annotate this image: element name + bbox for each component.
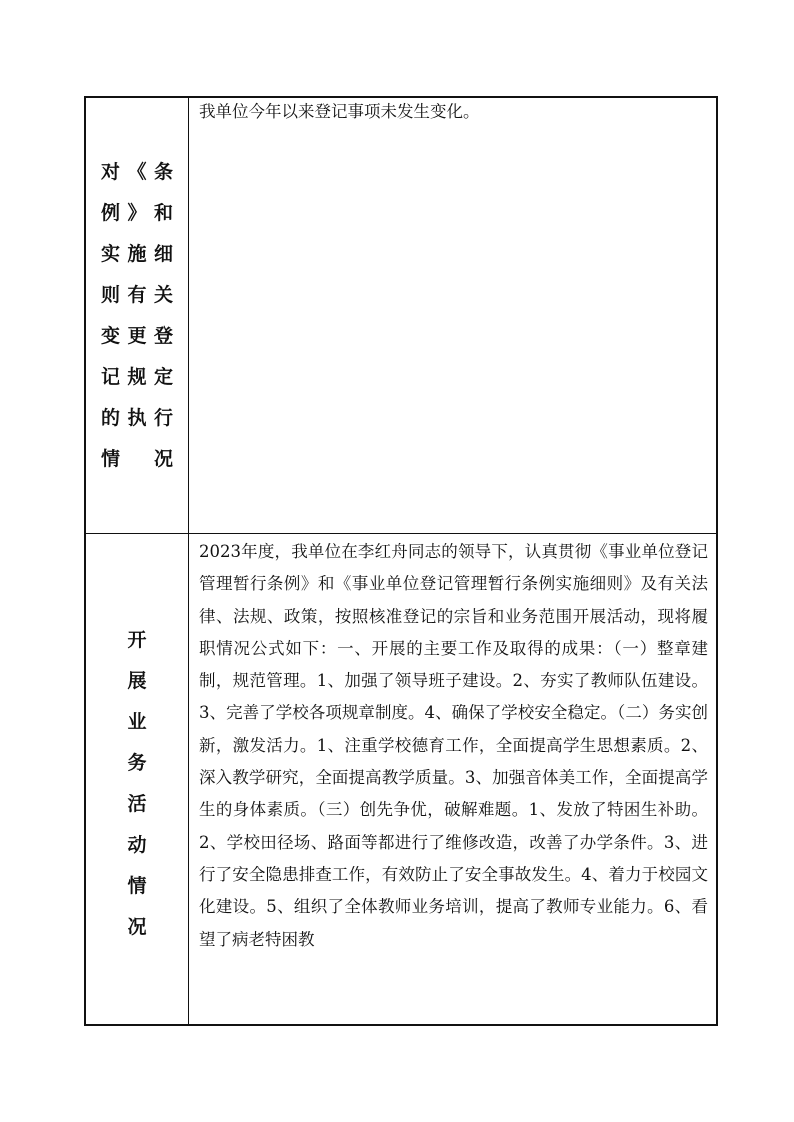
row-label-regulation-compliance [86,98,189,533]
label-line: 业 [127,711,147,733]
label-line: 情 [127,875,147,897]
report-form-table [84,96,718,1026]
label-line: 活 [127,793,147,815]
label-line: 例》和 [101,201,173,224]
label-line: 动 [127,834,147,856]
label-line: 实施细 [101,242,173,265]
label-line: 则有关 [101,283,173,306]
table-row-regulation-compliance [86,98,716,533]
label-line: 对《条 [101,160,173,183]
label-line: 展 [127,670,147,692]
label-line: 变更登 [101,324,173,347]
row-content-business-activities: 2023年度，我单位在李红舟同志的领导下，认真贯彻《事业单位登记管理暂行条例》和《事业单位登记管理暂行条例实施细则》及有关法律、法规、政策，按照核准登记的宗旨和业务范围开展活动，现将履职情况公式如下：一、开展的主要工作及取得的成果：（一）整章建制，规范管理。1、加强了领导班子建设。2、夯实了教师队伍建设。3、完善了学校各项规章制度。4、确保了学校安全稳定。（二）务实创新，激发活力。1、注重学校德育工作，全面提高学生思想素质。2、深入教学研究，全面提高教学质量。3、加强音体美工作，全面提高学生的身体素质。（三）创先争优，破解难题。1、发放了特困生补助。2、学校田径场、路面等都进行了维修改造，改善了办学条件。3、进行了安全隐患排查工作，有效防止了安全事故发生。4、着力于校园文化建设。5、组织了全体教师业务培训，提高了教师专业能力。6、看望了病老特困教 [199,542,708,949]
label-line: 务 [127,752,147,774]
label-line: 的执行 [101,406,173,429]
label-line: 记规定 [101,365,173,388]
row-label-business-activities [86,534,189,1024]
label-line: 情 况 [101,447,173,470]
label-line: 况 [127,916,147,938]
table-row-business-activities [86,533,716,1024]
label-line: 开 [127,629,147,651]
row-content-regulation-compliance: 我单位今年以来登记事项未发生变化。 [199,102,480,121]
